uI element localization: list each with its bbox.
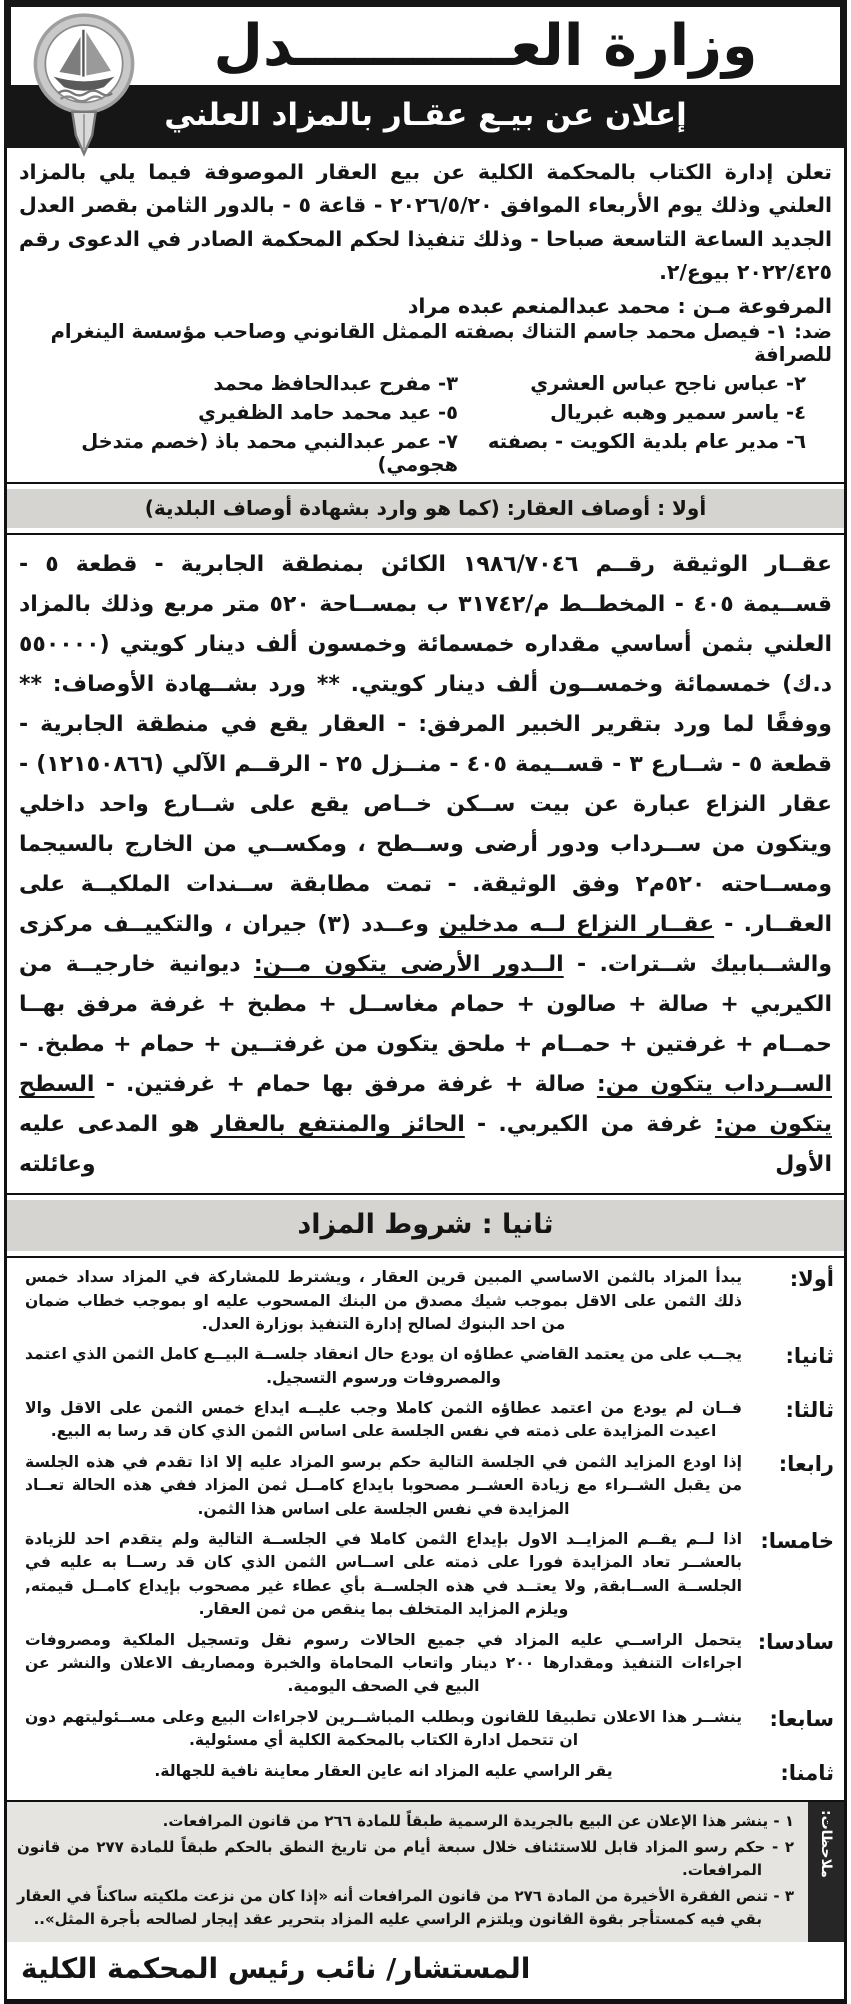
defendant-4: ٤- ياسر سمير وهبه غبريال [550,400,806,424]
defendant-2: ٢- عباس ناجح عباس العشري [530,371,806,395]
divider [7,1193,844,1195]
defendants-row [19,372,832,395]
description-text: عقــار الوثيقة رقــم ١٩٨٦/٧٠٤٦ الكائن بمنطقة الجابرية - قطعة ٥ - قســيمة ٤٠٥ - المخطــط م/٣١٧٤٢ ب بمســاحة ٥٢٠ متر مربع وذلك بالمزاد العلني بثمن أساسي مقداره خمسمائة وخمسون ألف دينار كويتي (٥٥٠٠٠٠ د.ك) خمسمائة وخمســون ألف دينار كويتي. ** ورد بشــهادة الأوصاف: ** ووفقًا لما ورد بتقرير الخبير المرفق: - العقار يقع في منطقة الجابرية - قطعة ٥ - شــارع ٣ - قســيمة ٤٠٥ - منــزل ٢٥ - الرقــم الآلي (١٢١٥٠٨٦٦) - عقار النزاع عبارة عن بيت ســكن خــاص يقع على شــارع واحد داخلي ويتكون من ســرداب ودور أرضى وســطح ، ومكســي من الخارج بالسيجما ومســاحته ٥٢٠م٢ وفق الوثيقة. - تمت مطابقة ســندات الملكيــة على العقــار. - [19,551,833,937]
condition-label: أولا: [789,1267,834,1292]
condition-label: ثالثا: [785,1398,834,1423]
document-body [4,148,847,2004]
condition-label: سابعا: [769,1706,834,1731]
description-underlined: الــدور الأرضى يتكون مــن: [253,951,564,977]
condition-text: يبدأ المزاد بالثمن الاساسي المبين قرين العقار ، ويشترط للمشاركة في المزاد سداد خمس ذلك الثمن على الاقل بموجب شيك مصدق من البنك المسحوب عليه او بموجب خطاب ضمان من احد البنوك لصالح إدارة التنفيذ بوزارة العدل. [25,1268,742,1333]
condition-label: رابعا: [778,1451,834,1476]
description-text: صالة + غرفة مرفق بها حمام + غرفتين. - [94,1072,597,1098]
legal-notes-section [7,1802,844,1943]
condition-text: فــان لم يودع من اعتمد عطاؤه الثمن كاملا وجب عليــه ايداع خمس الثمن على الاقل والا اعيدت المزايدة على ذمته في نفس الجلسة على اساس الثمن الذي كان قد رسا به البيع. [25,1399,742,1441]
defendant-5: ٥- عيد محمد حامد الظفيري [198,400,459,424]
announcement-title: إعلان عن بيـع عقـار بالمزاد العلني [164,97,687,133]
condition-item [19,1397,834,1444]
header [4,0,847,148]
kuwait-emblem-icon [25,11,143,161]
description-underlined: الحائز والمنتفع بالعقار [211,1112,465,1138]
description-underlined: عقــار النزاع لــه مدخلين [439,911,715,937]
condition-text: إذا اودع المزايد الثمن في الجلسة التالية حكم برسو المزاد عليه إلا اذا تقدم في هذه الجلسة من يقبل الشــراء مع زيادة العشــر مصحوبا بايداع كامــل ثمن المزاد ففي هذه الحالة تعــاد المزايدة في نفس الجلسة على اساس هذا الثمن. [25,1452,742,1518]
notes-list [7,1802,808,1943]
description-underlined: الســرداب يتكون من: [596,1072,833,1098]
condition-text: اذا لــم يقــم المزايــد الاول بإيداع الثمن كاملا في الجلســة التالية ولم يتقدم احد للزيادة بالعشــر تعاد المزايدة فورا على ذمته على اســاس الثمن الذي كان قد رســا به عليه في الجلســة الســابقة, ولا يعتــد في هذه الجلســة بأي عطاء غير مصحوب بإيداع كامــل قيمته, ويلزم المزايد المتخلف بما ينقص من ثمن العقار. [25,1530,742,1619]
notes-side-label-text: ملاحظات: [818,1809,834,1878]
condition-label: ثامنا: [780,1760,834,1785]
condition-item [19,1760,834,1785]
condition-label: سادسا: [757,1629,834,1654]
defendants-row [19,430,832,476]
defendant-1-line: ضد: ١- فيصل محمد جاسم التناك بصفته الممثل القانوني وصاحب مؤسسة الينغرام للصرافة [50,319,832,366]
property-description [19,545,832,1186]
description-text: وعــدد (٣) جيران ، والتكييــف مركزى والشــبابيك شــترات. - [19,911,832,977]
condition-text: يقر الراسي عليه المزاد انه عاين العقار معاينة نافية للجهالة. [154,1761,613,1780]
condition-label: خامسا: [760,1529,834,1554]
defendant-7: ٧- عمر عبدالنبي محمد باذ (خصم متدخل هجومي) [81,429,459,476]
condition-item [19,1266,834,1336]
condition-item [19,1629,834,1699]
condition-text: يجــب على من يعتمد القاضي عطاؤه ان يودع حال انعقاد جلســة البيــع كامل الثمن الذي اعتمد والمصروفات ورسوم التسجيل. [25,1345,742,1387]
description-text: غرفة من الكيربي. - [464,1112,715,1138]
section1-header: أولا : أوصاف العقار: (كما هو وارد بشهادة أوصاف البلدية) [7,489,844,528]
defendant-6: ٦- مدير عام بلدية الكويت - بصفته [487,429,806,453]
notes-side-label [808,1802,844,1943]
description-text: هو المدعى عليه الأول وعائلته [19,1112,832,1178]
description-text: ديوانية خارجيــة من الكيربي + صالة + صالون + حمام مغاســل + مطبخ + غرفة مرفق بهــا حمــام + غرفتين + حمــام + ملحق يتكون من غرفتــين + حمام + مطبخ. - [19,951,832,1057]
case-intro [7,148,844,482]
condition-item [19,1343,834,1390]
description-underlined: السطح يتكون من: [19,1072,832,1138]
defendants-row [19,401,832,424]
condition-item [19,1706,834,1753]
condition-text: يتحمل الراســي عليه المزاد في جميع الحالات رسوم نقل وتسجيل الملكية ومصروفات اجراءات التنفيذ ومقدارها ٢٠٠ دينار واتعاب المحاماة والخبرة ومصاريف الاعلان والنشر عن البيع في الصحف اليومية. [25,1630,742,1696]
note-item: ٢ - حكم رسو المزاد قابل للاستئناف خلال سبعة أيام من تاريخ النطق بالحكم طبقاً للمادة ٢٧٧ من قانون المرافعات. [17,1838,794,1879]
condition-text: ينشــر هذا الاعلان تطبيقا للقانون وبطلب المباشــرين لاجراءات البيع وعلى مســئوليتهم دون ان تتحمل ادارة الكتاب بالمحكمة الكلية أي مسئولية. [25,1707,742,1750]
note-item: ١ - ينشر هذا الإعلان عن البيع بالجريدة الرسمية طبقاً للمادة ٢٦٦ من قانون المرافعات. [162,1811,794,1830]
condition-label: ثانيا: [785,1344,834,1369]
property-description-section [7,535,844,1194]
defendant-3: ٣- مفرح عبدالحافظ محمد [213,371,459,395]
divider [7,482,844,484]
section2-header: ثانيا : شروط المزاد [7,1200,844,1251]
condition-item [19,1451,834,1521]
plaintiff-line: المرفوعة مـن : محمد عبدالمنعم عبده مراد [407,293,832,318]
header-top-band [11,7,840,85]
auction-conditions-list [7,1258,844,1799]
condition-item [19,1528,834,1622]
auction-intro-paragraph: تعلن إدارة الكتاب بالمحكمة الكلية عن بيع العقار الموصوفة فيما يلي بالمزاد العلني وذلك يوم الأربعاء الموافق ٢٠٢٦/٥/٢٠ - قاعة ٥ - بالدور الثامن بقصر العدل الجديد الساعة التاسعة صباحا - وذلك تنفيذا لحكم المحكمة الصادر في الدعوى رقم ٢٠٢٢/٤٢٥ بيوع/٢. [19,160,832,285]
announcement-page [4,0,847,2004]
signature-line: المستشار/ نائب رئيس المحكمة الكلية [21,1952,531,1986]
ministry-title: وزارة العـــــــــــدل [213,13,758,79]
note-item: ٣ - تنص الفقرة الأخيرة من المادة ٢٧٦ من قانون المرافعات أنه «إذا كان من نزعت ملكيته ساكناً في العقار بقي فيه كمستأجر بقوة القانون ويلتزم الراسي عليه المزاد بتحرير عقد إيجار لصالحه بأجرة المثل».. [17,1887,794,1928]
